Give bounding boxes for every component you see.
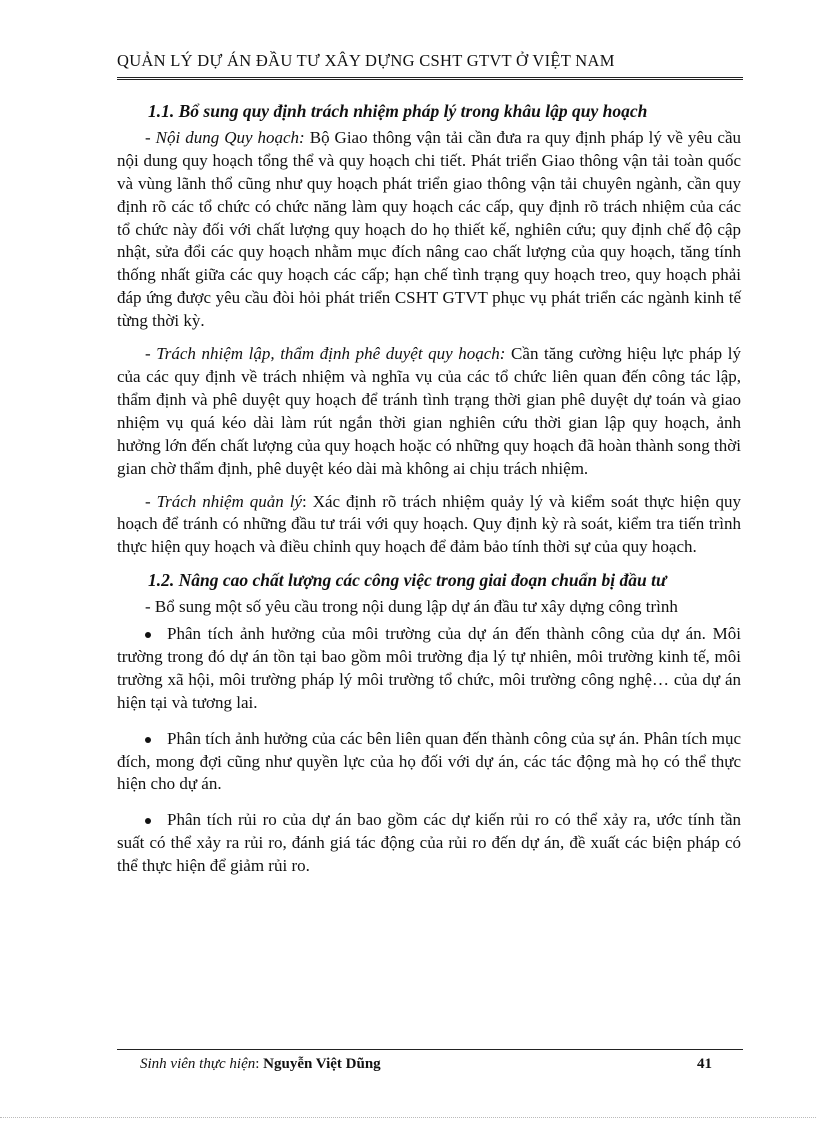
section-heading-1-2: 1.2. Nâng cao chất lượng các công việc trong giai đoạn chuẩn bị đầu tư: [148, 570, 667, 591]
page-number: 41: [697, 1056, 712, 1072]
running-header: QUẢN LÝ DỰ ÁN ĐẦU TƯ XÂY DỰNG CSHT GTVT Ở VIỆT NAM: [117, 51, 615, 70]
paragraph-intro: - Bổ sung một số yêu cầu trong nội dung lập dự án đầu tư xây dựng công trình: [145, 597, 678, 617]
footer-author: [140, 1056, 381, 1073]
paragraph-trach-nhiem-lap: [117, 343, 741, 480]
paragraph-trach-nhiem-quan-ly: [117, 491, 741, 560]
paragraph-noi-dung-quy-hoach: [117, 127, 741, 333]
bullet-item: [117, 728, 741, 797]
section-heading-1-1: 1.1. Bổ sung quy định trách nhiệm pháp lý trong khâu lập quy hoạch: [148, 101, 648, 121]
bullet-text: Phân tích ảnh hưởng của các bên liên quan đến thành công của sự án. Phân tích mục đích, mong đợi cũng như quyền lực của họ đối với dự án, các tác động mà họ có thể thực hiện cho dự án.: [117, 728, 741, 794]
bullet-text: Phân tích ảnh hưởng của môi trường của dự án đến thành công của dự án. Môi trường trong đó dự án tồn tại bao gồm môi trường địa lý tự nhiên, môi trường kinh tế, môi trường xã hội, môi trường pháp lý môi trường tổ chức, môi trường công nghệ… của dự án hiện tại và tương lai.: [117, 624, 741, 712]
paragraph-lead: - Trách nhiệm quản lý: [145, 491, 303, 511]
bullet-dot-icon: [145, 818, 151, 824]
paragraph-text: Cần tăng cường hiệu lực pháp lý của các quy định về trách nhiệm và nghĩa vụ của các tổ chức liên quan đến công tác lập, thẩm định và phê duyệt quy hoạch để tránh tình trạng thời gian phê duyệt dự toán và giao nhiệm vụ quá kéo dài làm rút ngắn thời gian nghiên cứu thời gian lập quy hoạch, ảnh hưởng lớn đến chất lượng của quy hoạch hoặc có những quy hoạch đã hoàn thành song thời gian chờ thẩm định, phê duyệt kéo dài mà không ai chịu trách nhiệm.: [117, 344, 741, 478]
paragraph-text: : Xác định rõ trách nhiệm quảy lý và kiểm soát thực hiện quy hoạch để tránh có những đầu tư trái với quy hoạch. Quy định kỳ rà soát, kiểm tra tiến trình thực hiện quy hoạch và điều chỉnh quy hoạch để đảm bảo tính thời sự của quy hoạch.: [117, 491, 741, 557]
footer-label: Sinh viên thực hiện: [140, 1056, 256, 1072]
paragraph-lead: - Nội dung Quy hoạch:: [145, 127, 305, 147]
paragraph-lead: - Trách nhiệm lập, thẩm định phê duyệt quy hoạch:: [145, 344, 506, 364]
bullet-item: [117, 809, 741, 878]
page-edge-divider: [0, 1117, 816, 1118]
page-body: [117, 100, 741, 891]
bullet-item: [117, 623, 741, 715]
paragraph-text: Bộ Giao thông vận tải cần đưa ra quy định pháp lý về yêu cầu nội dung quy hoạch tổng thể và quy hoạch chi tiết. Phát triển Giao thông vận tải toàn quốc và vùng lãnh thổ cũng như quy hoạch phát triển giao thông vận tải chuyên ngành, cần quy định rõ các tổ chức có chức năng làm quy hoạch các cấp, quy định rõ trách nhiệm của các tổ chức này đối với chất lượng quy hoạch do họ thiết kế, nghiên cứu; quy định chế độ cập nhật, sửa đổi các quy hoạch nhằm mục đích nâng cao chất lượng của quy hoạch, tăng tính thống nhất giữa các quy hoạch các cấp; hạn chế tình trạng quy hoạch treo, quy hoạch phải đáp ứng được yêu cầu đòi hỏi phát triển CSHT GTVT phục vụ phát triển các ngành kinh tế từng thời kỳ.: [117, 127, 741, 331]
bullet-dot-icon: [145, 737, 151, 743]
footer-author-name: Nguyễn Việt Dũng: [263, 1056, 381, 1072]
footer-separator: :: [255, 1056, 264, 1072]
footer-divider: [117, 1049, 743, 1050]
bullet-dot-icon: [145, 632, 151, 638]
bullet-text: Phân tích rủi ro của dự án bao gồm các dự kiến rủi ro có thể xảy ra, ước tính tần suất có thể xảy ra rủi ro, đánh giá tác động của rủi ro đến dự án, đề xuất các biện pháp có thể thực hiện để giảm rủi ro.: [117, 810, 741, 876]
header-divider: [117, 77, 743, 83]
